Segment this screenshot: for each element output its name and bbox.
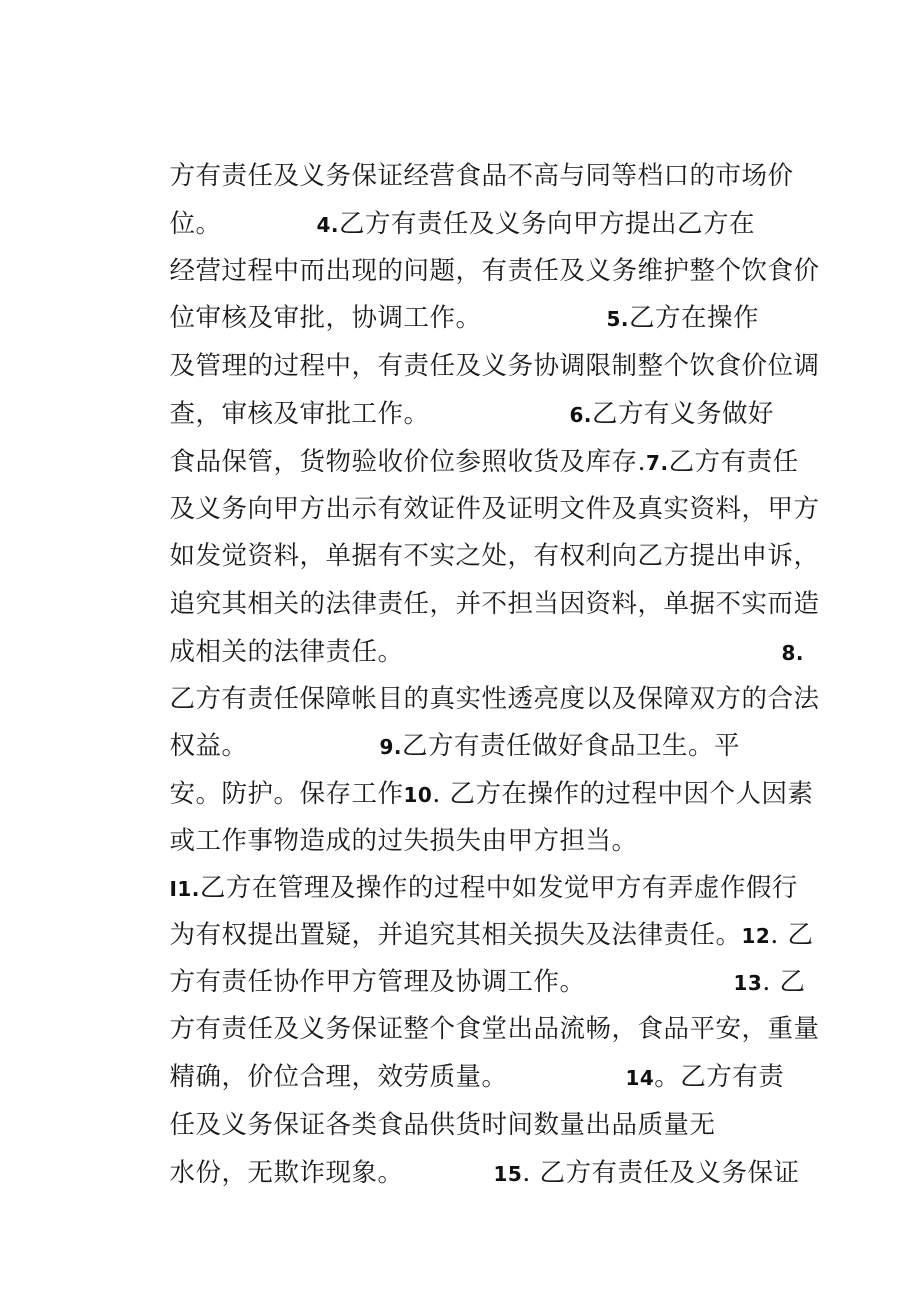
text-span: 及义务向甲方出示有效证件及证明文件及真实资料，甲方 (169, 494, 820, 524)
text-line-3 (135, 205, 820, 286)
item-number: 9. (379, 735, 402, 759)
text-line-5 (135, 300, 820, 381)
item-number: 8. (781, 641, 804, 665)
text-span: 乙方在管理及操作的过程中如发觉甲方有弄虚作假行 (199, 873, 798, 903)
text-span: 成相关的法律责任。 (169, 637, 404, 667)
text-span: 位。 (169, 209, 222, 239)
text-span: 如发觉资料，单据有不实之处，有权利向乙方提出申诉， (169, 541, 820, 571)
item-number: 6. (569, 403, 592, 427)
item-number: 5. (606, 307, 629, 331)
text-line-22 (135, 1107, 800, 1188)
text-line-8 (135, 443, 820, 524)
item-number: 14 (625, 1066, 655, 1090)
item-number: 13 (733, 971, 763, 995)
text-line-4 (135, 252, 759, 333)
text-span: 食品保管，货物验收价位参照收货及库存. (169, 447, 647, 477)
item-number: 4. (316, 213, 339, 237)
text-span: 位审核及审批，协调工作。 (169, 303, 482, 333)
text-span: 乙方有责任及义务向甲方提出乙方在 (338, 209, 755, 239)
text-line-10 (135, 538, 820, 619)
text-span: . 乙 (762, 967, 806, 997)
text-span: 为有权提出置疑，并追究其相关损失及法律责任。 (169, 920, 742, 950)
text-line-11 (135, 586, 804, 667)
text-span: . 乙方有责任及义务保证 (522, 1158, 800, 1188)
text-line-19 (135, 963, 820, 1044)
text-line-1 (135, 110, 794, 191)
text-span: 查，审核及审批工作。 (169, 399, 430, 429)
text-span: 权益。 (169, 731, 248, 761)
text-span: 乙方有责任保障帐目的真实性透亮度以及保障双方的合法 (169, 684, 820, 714)
text-span: 水份，无欺诈现象。 (169, 1158, 404, 1188)
text-span: 方有责任协作甲方管理及协调工作。 (169, 967, 586, 997)
text-line-2 (135, 158, 755, 239)
text-line-12 (135, 633, 820, 714)
text-line-9 (135, 490, 820, 571)
text-span: 。乙方有责 (654, 1062, 785, 1092)
text-span: 乙方有责任 (668, 447, 799, 477)
text-line-21 (135, 1059, 716, 1140)
item-number: I1. (169, 877, 200, 901)
item-number: 12 (741, 924, 771, 948)
text-span: 或工作事物造成的过失损失由甲方担当。 (169, 826, 638, 856)
text-span: 安。防护。保存工作 (169, 779, 404, 809)
text-span: 任及义务保证各类食品供货时间数量出品质量无 (169, 1110, 716, 1140)
text-line-15 (135, 775, 638, 856)
text-line-18 (135, 916, 806, 997)
text-line-17 (135, 869, 814, 950)
text-span: 乙方有责任做好食品卫生。平 (401, 731, 740, 761)
text-span: 乙方在操作 (628, 303, 759, 333)
text-line-7 (135, 396, 799, 477)
text-line-14 (135, 728, 814, 809)
text-span: . 乙方在操作的过程中因个人因素 (432, 779, 814, 809)
text-span: 乙方有义务做好 (591, 399, 774, 429)
text-span: 方有责任及义务保证整个食堂出品流畅，食品平安，重量 (169, 1014, 820, 1044)
item-number: 7. (646, 451, 669, 475)
text-span: 经营过程中而出现的问题，有责任及义务维护整个饮食价 (169, 256, 820, 286)
text-line-16 (135, 822, 798, 903)
text-span: 追究其相关的法律责任，并不担当因资料，单据不实而造 (169, 589, 820, 619)
text-line-6 (135, 348, 774, 429)
item-number: 10 (403, 783, 433, 807)
text-span: . 乙 (770, 920, 814, 950)
item-number: 15 (493, 1162, 523, 1186)
text-span: 及管理的过程中，有责任及义务协调限制整个饮食价位调 (169, 351, 820, 381)
text-span: 精确，价位合理，效劳质量。 (169, 1062, 508, 1092)
text-span: 方有责任及义务保证经营食品不高与同等档口的市场价 (169, 161, 794, 191)
text-line-20 (135, 1011, 785, 1092)
text-line-13 (135, 680, 740, 761)
